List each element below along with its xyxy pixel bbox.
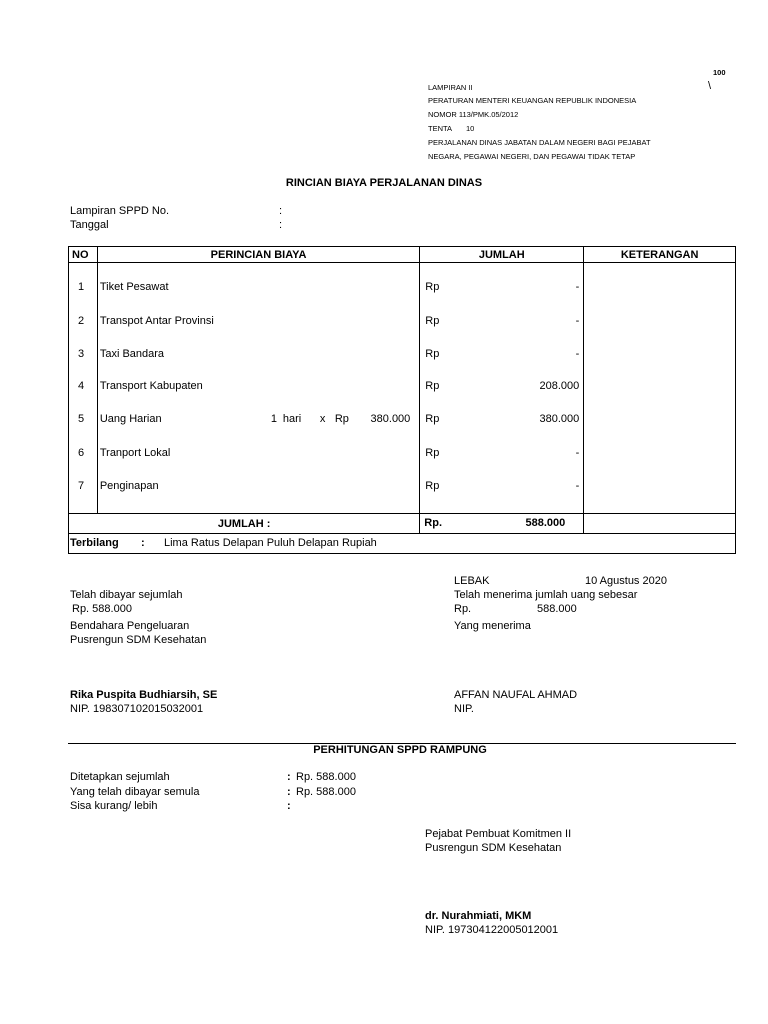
ppk-nip: NIP. 197304122005012001 [425, 924, 559, 936]
terbilang-row [69, 534, 736, 554]
right-sign-rp: Rp. [454, 603, 472, 615]
right-sign-line1: Telah menerima jumlah uang sebesar [454, 589, 638, 601]
row-amount: - [575, 447, 580, 459]
header-jumlah: JUMLAH [420, 247, 584, 263]
row-amount: 208.000 [539, 380, 580, 392]
row-item: Transport Kabupaten [99, 380, 203, 392]
row-no: 5 [78, 413, 85, 425]
rampung-label-1: Ditetapkan sejumlah [70, 771, 170, 783]
terbilang-label: Terbilang [70, 537, 119, 549]
backslash-mark: \ [708, 80, 712, 92]
row-amount: - [575, 348, 580, 360]
rampung-colon-2: : [287, 786, 291, 798]
left-sign-amount: Rp. 588.000 [72, 603, 132, 615]
row-rp: Rp [425, 380, 440, 392]
header-peraturan: PERATURAN MENTERI KEUANGAN REPUBLIK INDONESIA [428, 96, 637, 105]
total-amount-cell [420, 514, 584, 534]
rampung-value-2: Rp. 588.000 [296, 786, 356, 798]
place: LEBAK [454, 575, 490, 587]
jumlah-column [420, 263, 584, 514]
row-rp: Rp [425, 447, 440, 459]
lampiran-sppd-label: Lampiran SPPD No. [70, 205, 170, 217]
rampung-title: PERHITUNGAN SPPD RAMPUNG [313, 744, 487, 756]
perincian-column [97, 263, 419, 514]
row-detail-qty: 1 [270, 413, 277, 425]
total-keterangan [584, 514, 736, 534]
row-item: Tiket Pesawat [99, 281, 169, 293]
tanggal-colon: : [279, 219, 283, 231]
keterangan-column [584, 263, 736, 514]
total-label: JUMLAH : [69, 514, 420, 534]
row-amount: - [575, 281, 580, 293]
row-no: 3 [78, 348, 85, 360]
header-no: NO [69, 247, 98, 263]
total-amount: 588.000 [525, 517, 566, 529]
row-rp: Rp [425, 315, 440, 327]
header-perincian: PERINCIAN BIAYA [97, 247, 419, 263]
row-detail-x: x [319, 413, 326, 425]
cost-table [68, 246, 736, 554]
left-sign-line4: Pusrengun SDM Kesehatan [70, 634, 207, 646]
left-sign-line3: Bendahara Pengeluaran [70, 620, 190, 632]
row-no: 7 [78, 480, 85, 492]
rampung-label-3: Sisa kurang/ lebih [70, 800, 158, 812]
row-rp: Rp [425, 281, 440, 293]
right-sign-line3: Yang menerima [454, 620, 531, 632]
row-no: 1 [78, 281, 85, 293]
page-number: 100 [713, 68, 726, 77]
header-perjalanan: PERJALANAN DINAS JABATAN DALAM NEGERI BAGI PEJABAT [428, 138, 651, 147]
left-sign-name: Rika Puspita Budhiarsih, SE [70, 689, 218, 701]
left-sign-nip: NIP. 198307102015032001 [70, 703, 204, 715]
terbilang-cell [69, 534, 736, 554]
table-total-row [69, 514, 736, 534]
row-item: Tranport Lokal [99, 447, 171, 459]
row-rp: Rp [425, 348, 440, 360]
row-item: Taxi Bandara [99, 348, 165, 360]
date: 10 Agustus 2020 [585, 575, 667, 587]
no-column [69, 263, 98, 514]
left-sign-line1: Telah dibayar sejumlah [70, 589, 183, 601]
row-rp: Rp [425, 480, 440, 492]
rampung-colon-3: : [287, 800, 291, 812]
right-sign-nip: NIP. [454, 703, 474, 715]
table-body-row [69, 263, 736, 514]
total-rp: Rp. [424, 517, 443, 529]
header-lampiran: LAMPIRAN II [428, 83, 473, 92]
row-detail-amount: 380.000 [370, 413, 411, 425]
row-no: 2 [78, 315, 85, 327]
row-amount: - [575, 480, 580, 492]
header-tentang-value: 10 [466, 124, 475, 133]
header-nomor: NOMOR 113/PMK.05/2012 [428, 110, 519, 119]
row-no: 6 [78, 447, 85, 459]
ppk-name: dr. Nurahmiati, MKM [425, 910, 532, 922]
header-negara: NEGARA, PEGAWAI NEGERI, DAN PEGAWAI TIDAK TETAP [428, 152, 636, 161]
row-amount: - [575, 315, 580, 327]
row-detail-unit: hari [282, 413, 302, 425]
row-detail-rp: Rp [334, 413, 349, 425]
rampung-label-2: Yang telah dibayar semula [70, 786, 200, 798]
rampung-colon-1: : [287, 771, 291, 783]
terbilang-value: Lima Ratus Delapan Puluh Delapan Rupiah [164, 537, 377, 549]
page-title: RINCIAN BIAYA PERJALANAN DINAS [285, 177, 483, 189]
lampiran-sppd-colon: : [279, 205, 283, 217]
row-item: Penginapan [99, 480, 159, 492]
header-keterangan: KETERANGAN [584, 247, 736, 263]
row-item: Uang Harian [99, 413, 162, 425]
table-header-row [69, 247, 736, 263]
header-tentang-label: TENTA [428, 124, 453, 133]
right-sign-amount: 588.000 [537, 603, 577, 615]
rampung-value-1: Rp. 588.000 [296, 771, 356, 783]
row-rp: Rp [425, 413, 440, 425]
tanggal-label: Tanggal [70, 219, 109, 231]
terbilang-colon: : [141, 537, 145, 549]
row-amount: 380.000 [539, 413, 580, 425]
ppk-line1: Pejabat Pembuat Komitmen II [425, 828, 572, 840]
right-sign-name: AFFAN NAUFAL AHMAD [454, 689, 578, 701]
row-no: 4 [78, 380, 85, 392]
ppk-line2: Pusrengun SDM Kesehatan [425, 842, 562, 854]
row-item: Transpot Antar Provinsi [99, 315, 214, 327]
